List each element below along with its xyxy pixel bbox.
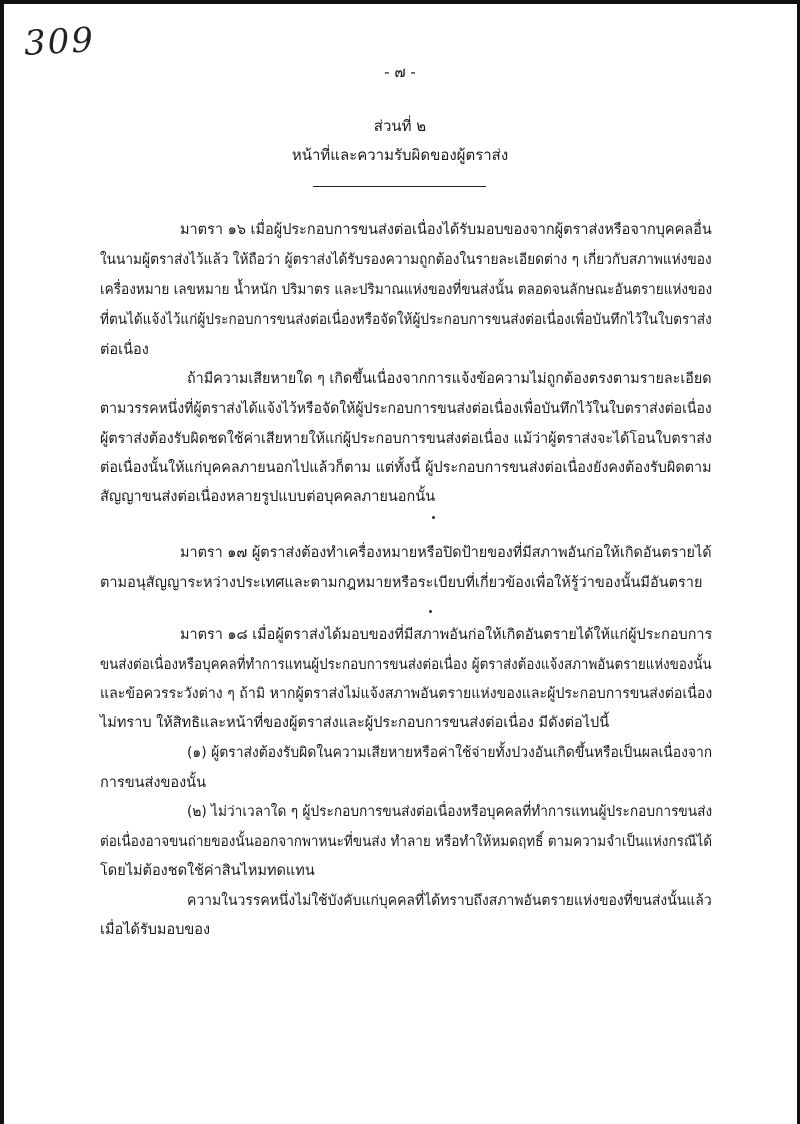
part-subtitle: หน้าที่และความรับผิดของผู้ตราส่ง [291,146,509,164]
item-2-line: (๒) ไม่ว่าเวลาใด ๆ ผู้ประกอบการขนส่งต่อเนื่องหรือบุคคลที่ทำการแทนผู้ประกอบการขนส่ง [187,804,713,820]
page-number: - ๗ - [384,63,416,81]
part-title: ส่วนที่ ๒ [373,117,427,135]
scan-speck [429,610,432,613]
scan-border-top [0,0,800,4]
handwritten-page-number: 309 [23,20,96,64]
scan-speck [432,516,435,519]
section-17-line: ตามอนุสัญญาระหว่างประเทศและตามกฎหมายหรือระเบียบที่เกี่ยวข้องเพื่อให้รู้ว่าของนั้นมีอันตราย [100,575,703,591]
section-16-line: ที่ตนได้แจ้งไว้แก่ผู้ประกอบการขนส่งต่อเนื่องหรือจัดให้ผู้ประกอบการขนส่งต่อเนื่องเพื่อบันทึกไว้ในใบตราส่ง [100,312,712,328]
section-16-para2-line: ต่อเนื่องนั้นให้แก่บุคคลภายนอกไปแล้วก็ตาม แต่ทั้งนี้ ผู้ประกอบการขนส่งต่อเนื่องยังคงต้องรับผิดตาม [100,460,712,476]
item-1-line: (๑) ผู้ตราส่งต้องรับผิดในความเสียหายหรือค่าใช้จ่ายทั้งปวงอันเกิดขึ้นหรือเป็นผลเนื่องจาก [187,745,713,761]
section-18-para2-line: ความในวรรคหนึ่งไม่ใช้บังคับแก่บุคคลที่ได้ทราบถึงสภาพอันตรายแห่งของที่ขนส่งนั้นแล้ว [187,893,712,909]
section-16-para2-line: สัญญาขนส่งต่อเนื่องหลายรูปแบบต่อบุคคลภายนอกนั้น [100,489,436,505]
section-16-para2-line: ถ้ามีความเสียหายใด ๆ เกิดขึ้นเนื่องจากการแจ้งข้อความไม่ถูกต้องตรงตามรายละเอียด [187,371,712,387]
section-17-line: มาตรา ๑๗ ผู้ตราส่งต้องทำเครื่องหมายหรือปิดป้ายของที่มีสภาพอันก่อให้เกิดอันตรายได้ [180,545,712,561]
scan-border-left [0,0,4,1124]
item-1-line: การขนส่งของนั้น [100,775,206,791]
section-16-para2-line: ผู้ตราส่งต้องรับผิดชดใช้ค่าเสียหายให้แก่ผู้ประกอบการขนส่งต่อเนื่อง แม้ว่าผู้ตราส่งจะได้โอนใบตราส่ง [100,431,712,447]
section-16-line: เครื่องหมาย เลขหมาย น้ำหนัก ปริมาตร และปริมาณแห่งของที่ขนส่งนั้น ตลอดจนลักษณะอันตรายแห่งของ [100,282,713,298]
title-divider [313,186,486,187]
item-2-line: โดยไม่ต้องชดใช้ค่าสินไหมทดแทน [100,863,315,879]
section-18-line: ขนส่งต่อเนื่องหรือบุคคลที่ทำการแทนผู้ประกอบการขนส่งต่อเนื่อง ผู้ตราส่งต้องแจ้งสภาพอันตรายแห่งของนั้น [100,657,712,673]
section-18-line: ไม่ทราบ ให้สิทธิและหน้าที่ของผู้ตราส่งและผู้ประกอบการขนส่งต่อเนื่อง มีดังต่อไปนี้ [100,715,610,731]
section-16-line: ในนามผู้ตราส่งไว้แล้ว ให้ถือว่า ผู้ตราส่งได้รับรองความถูกต้องในรายละเอียดต่าง ๆ เกี่ยวกับสภาพแห่งของ [100,252,712,268]
section-18-line: และข้อควรระวังต่าง ๆ ถ้ามิ หากผู้ตราส่งไม่แจ้งสภาพอันตรายแห่งของและผู้ประกอบการขนส่งต่อเนื่อง [100,686,713,702]
section-16-line: มาตรา ๑๖ เมื่อผู้ประกอบการขนส่งต่อเนื่องได้รับมอบของจากผู้ตราส่งหรือจากบุคคลอื่น [180,222,712,238]
section-16-para2-line: ตามวรรคหนึ่งที่ผู้ตราส่งได้แจ้งไว้หรือจัดให้ผู้ประกอบการขนส่งต่อเนื่องเพื่อบันทึกไว้ในใบตราส่งต่อเนื่อง [100,401,712,417]
section-16-line: ต่อเนื่อง [100,342,149,358]
section-18-para2-line: เมื่อได้รับมอบของ [100,922,211,938]
section-18-line: มาตรา ๑๘ เมื่อผู้ตราส่งได้มอบของที่มีสภาพอันก่อให้เกิดอันตรายได้ให้แก่ผู้ประกอบการ [180,627,713,643]
item-2-line: ต่อเนื่องอาจขนถ่ายของนั้นออกจากพาหนะที่ขนส่ง ทำลาย หรือทำให้หมดฤทธิ์ ตามความจำเป็นแห่งกรณีได้ [100,834,713,850]
